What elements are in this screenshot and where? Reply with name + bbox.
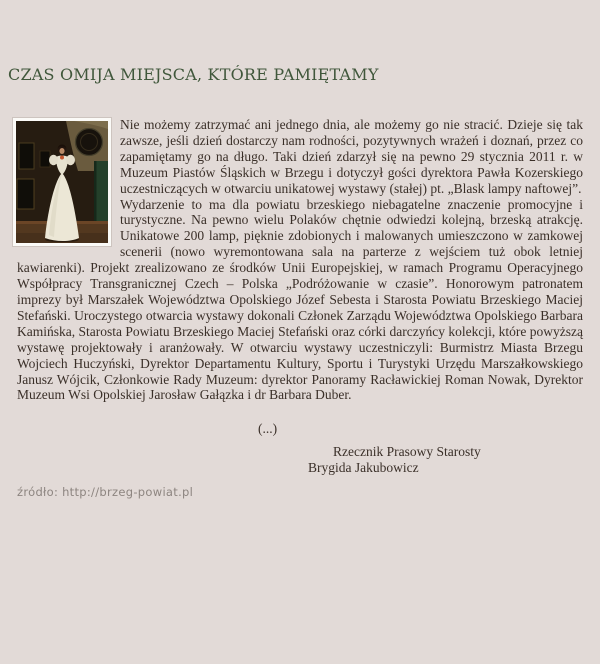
article-paragraph-2: Wydarzenie to ma dla powiatu brzeskiego niebagatelne znaczenie promocyjne i turystyczne. Na pewno wielu Polaków chętnie odwiedzi kolejną, brzeską atrakcję. Unikatowe 200 lamp, pięknie zdobionych i malowanych umieszczono w zamkowej scenerii (nowo wyremontowana sala na parterze z wejściem tuż obok letniej kawiarenki). Projekt zrealizowano ze środków Unii Europejskiej, w ramach Programu Operacyjnego Współpracy Transgranicznej Czech – Polska „Podróżowanie w czasie”. Honorowym patronatem imprezy był Marszałek Województwa Opolskiego Józef Sebesta i Starosta Powiatu Brzeskiego Maciej Stefański. Uroczystego otwarcia wystawy dokonali Członek Zarządu Województwa Opolskiego Barbara Kamińska, Starosta Powiatu Brzeskiego Maciej Stefański oraz córki darczyńcy kolekcji, które powyższą wystawę projektowały i aranżowały. W otwarciu wystawy uczestniczyli: Burmistrz Miasta Brzegu Wojciech Huczyński, Dyrektor Departamentu Kultury, Sportu i Turystyki Urzędu Marszałkowskiego Janusz Wójcik, Członkowie Rady Muzeum: dyrektor Panoramy Racławickiej Roman Nowak, Dyrektor Muzeum Wsi Opolskiej Jarosław Gałązka i dr Barbara Duber. — [17, 196, 583, 403]
signature-role: Rzecznik Prasowy Starosty — [333, 444, 481, 460]
museum-exhibit-photo-illustration — [16, 121, 108, 243]
article-photo — [13, 118, 111, 246]
ellipsis-marker: (...) — [258, 421, 278, 437]
signature-block — [17, 444, 583, 476]
ellipsis-row — [17, 420, 583, 438]
article-paragraph-1: Nie możemy zatrzymać ani jednego dnia, ale możemy go nie stracić. Dzieje się tak zawsze, jeśli dzień dostarczy nam rodności, pozytywnych wrażeń i doznań, przez co zapamiętamy go na długo. Taki dzień zdarzył się na pewno 29 stycznia 2011 r. w Muzeum Piastów Śląskich w Brzegu i dotyczył gości dyrektora Pawła Kozerskiego uczestniczących w otwarciu unikatowej wystawy (stałej) pt. „Blask lampy naftowej”. — [120, 117, 583, 196]
source-caption: źródło: http://brzeg-powiat.pl — [17, 485, 194, 500]
article-page — [0, 64, 600, 664]
page-title: CZAS OMIJA MIEJSCA, KTÓRE PAMIĘTAMY — [8, 65, 379, 84]
article-body — [17, 117, 583, 403]
signature-name: Brygida Jakubowicz — [308, 460, 419, 476]
